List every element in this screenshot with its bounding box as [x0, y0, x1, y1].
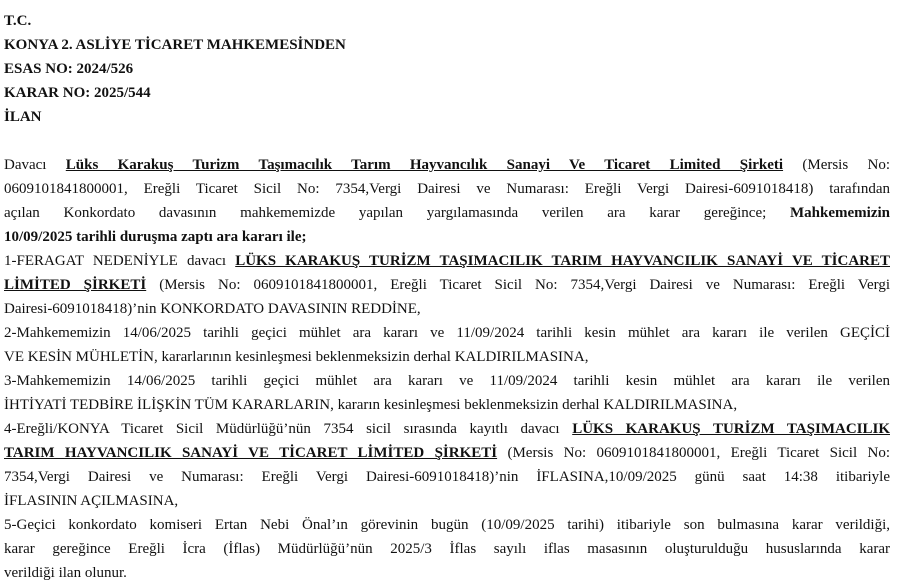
- body-line: [4, 225, 890, 249]
- body-text: 5-Geçici konkordato komiseri Ertan Nebi Önal’ın görevinin bugün (10/09/2025 tarihi) itibariyle son bulmasına karar verildiği,: [4, 517, 890, 533]
- body-line: [4, 369, 890, 393]
- body-line: [4, 297, 890, 321]
- body-line: [4, 249, 890, 273]
- header-case-number: ESAS NO: 2024/526: [4, 61, 134, 77]
- body-line: [4, 177, 890, 201]
- body-text: VE KESİN MÜHLETİN, kararlarının kesinleşmesi beklenmeksizin derhal KALDIRILMASINA,: [4, 349, 589, 365]
- body-text: 0609101841800001, Ereğli Ticaret Sicil No: 7354,Vergi Dairesi ve Numarası: Ereğli Vergi Dairesi-6091018418) tarafından: [4, 181, 890, 197]
- body-text: 2-Mahkememizin 14/06/2025 tarihli geçici mühlet ara kararı ve 11/09/2024 tarihli kesin mühlet ara kararı ile verilen GEÇİCİ: [4, 325, 890, 341]
- body-line: [4, 465, 890, 489]
- spacer: [4, 129, 890, 153]
- body-text: Dairesi-6091018418)’nin KONKORDATO DAVASININ REDDİNE,: [4, 301, 421, 317]
- body-line: [4, 417, 890, 441]
- header-court-name: KONYA 2. ASLİYE TİCARET MAHKEMESİNDEN: [4, 37, 346, 53]
- body-line: [4, 393, 890, 417]
- company-name-text: LÜKS KARAKUŞ TURİZM TAŞIMACILIK TARIM HAYVANCILIK SANAYİ VE TİCARET: [235, 253, 890, 269]
- body-line: [4, 441, 890, 465]
- body-text: İFLASININ AÇILMASINA,: [4, 493, 179, 509]
- body-text: (Mersis No: 0609101841800001, Ereğli Ticaret Sicil No:: [497, 445, 890, 461]
- body-text: Davacı: [4, 157, 66, 173]
- header-announcement-title: İLAN: [4, 109, 42, 125]
- body-text: (Mersis No: 0609101841800001, Ereğli Ticaret Sicil No: 7354,Vergi Dairesi ve Numarası: Ereğli Vergi: [146, 277, 890, 293]
- body-line: [4, 153, 890, 177]
- bold-text: 10/09/2025 tarihli duruşma zaptı ara kararı ile;: [4, 229, 307, 245]
- header-tc: T.C.: [4, 13, 32, 29]
- court-announcement: [4, 9, 890, 585]
- body-text: 3-Mahkememizin 14/06/2025 tarihli geçici mühlet ara kararı ve 11/09/2024 tarihli kesin mühlet ara kararı ile verilen: [4, 373, 890, 389]
- company-name-text: TARIM HAYVANCILIK SANAYİ VE TİCARET LİMİTED ŞİRKETİ: [4, 445, 498, 461]
- body-line: [4, 489, 890, 513]
- body-line: [4, 201, 890, 225]
- body-line: [4, 273, 890, 297]
- header-decision-number: KARAR NO: 2025/544: [4, 85, 151, 101]
- body-text: 4-Ereğli/KONYA Ticaret Sicil Müdürlüğü’nün 7354 sicil sırasında kayıtlı davacı: [4, 421, 573, 437]
- body-text: 1-FERAGAT NEDENİYLE davacı: [4, 253, 236, 269]
- body-text: (Mersis No:: [783, 157, 890, 173]
- body-line: [4, 513, 890, 537]
- body-line: [4, 537, 890, 561]
- body-line: [4, 345, 890, 369]
- body-line: [4, 321, 890, 345]
- bold-text: Mahkememizin: [790, 205, 890, 221]
- company-name-text: LİMİTED ŞİRKETİ: [4, 277, 147, 293]
- body-text: açılan Konkordato davasının mahkememizde yapılan yargılamasında verilen ara karar gereğince;: [4, 205, 791, 221]
- company-name-text: LÜKS KARAKUŞ TURİZM TAŞIMACILIK: [572, 421, 890, 437]
- body-text: verildiği ilan olunur.: [4, 565, 127, 581]
- body-text: İHTİYATİ TEDBİRE İLİŞKİN TÜM KARARLARIN, kararın kesinleşmesi beklenmeksizin derhal KALDIRILMASINA,: [4, 397, 738, 413]
- body-text: 7354,Vergi Dairesi ve Numarası: Ereğli Vergi Dairesi-6091018418)’nin İFLASINA,10/09/2025 günü saat 14:38 itibariyle: [4, 469, 890, 485]
- company-name-text: Lüks Karakuş Turizm Taşımacılık Tarım Hayvancılık Sanayi Ve Ticaret Limited Şirketi: [65, 157, 784, 173]
- announcement-body: [4, 153, 890, 585]
- body-text: karar gereğince Ereğli İcra (İflas) Müdürlüğü’nün 2025/3 İflas sayılı iflas masasının oluşturulduğu hususlarında karar: [4, 541, 890, 557]
- body-line: [4, 561, 890, 585]
